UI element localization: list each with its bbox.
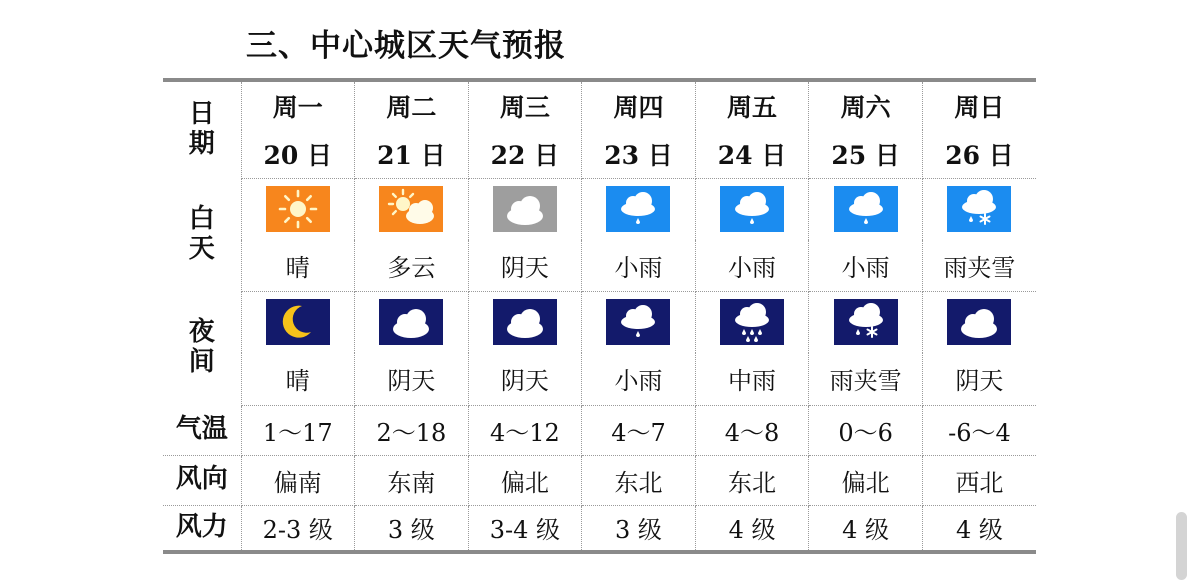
- wind-direction-label: 风向: [163, 455, 241, 505]
- weekday-cell: 周日: [922, 80, 1036, 130]
- weekday-cell: 周六: [809, 80, 923, 130]
- weather-cell: 阴天: [355, 353, 469, 405]
- wind-force-cell: 2-3 级: [241, 505, 355, 552]
- scrollbar-thumb[interactable]: [1176, 512, 1187, 580]
- sleet-icon: [947, 186, 1011, 232]
- weather-cell: 阴天: [468, 240, 582, 291]
- moderate-rain-icon: [720, 299, 784, 345]
- temperature-cell: -6～4: [922, 405, 1036, 455]
- day-icon-row: [163, 178, 1036, 240]
- weather-cell: 晴: [241, 353, 355, 405]
- cloud-icon: [493, 186, 557, 232]
- forecast-table: [163, 78, 1036, 554]
- wind-direction-cell: 东北: [582, 455, 696, 505]
- weather-cell: 小雨: [695, 240, 809, 291]
- partly-cloudy-icon: [379, 186, 443, 232]
- moon-icon: [266, 299, 330, 345]
- light-rain-icon: [606, 299, 670, 345]
- wind-force-cell: 3-4 级: [468, 505, 582, 552]
- weather-cell: 晴: [241, 240, 355, 291]
- weekday-cell: 周四: [582, 80, 696, 130]
- date-label: 日 期: [163, 80, 241, 178]
- temperature-cell: 4～7: [582, 405, 696, 455]
- date-cell: 23 日: [582, 130, 696, 178]
- weekday-row: [163, 80, 1036, 130]
- weekday-cell: 周二: [355, 80, 469, 130]
- date-cell: 22 日: [468, 130, 582, 178]
- temperature-cell: 4～8: [695, 405, 809, 455]
- wind-direction-cell: 偏北: [809, 455, 923, 505]
- weather-cell: 雨夹雪: [922, 240, 1036, 291]
- temperature-cell: 2～18: [355, 405, 469, 455]
- weather-cell: 阴天: [468, 353, 582, 405]
- wind-direction-cell: 东南: [355, 455, 469, 505]
- light-rain-icon: [834, 186, 898, 232]
- weather-cell: 小雨: [582, 240, 696, 291]
- light-rain-icon: [606, 186, 670, 232]
- weather-cell: 雨夹雪: [809, 353, 923, 405]
- weekday-cell: 周五: [695, 80, 809, 130]
- weekday-cell: 周一: [241, 80, 355, 130]
- wind-direction-cell: 偏南: [241, 455, 355, 505]
- wind-force-cell: 3 级: [582, 505, 696, 552]
- date-cell: 24 日: [695, 130, 809, 178]
- wind-direction-cell: 西北: [922, 455, 1036, 505]
- light-rain-icon: [720, 186, 784, 232]
- section-title: 三、中心城区天气预报: [246, 28, 566, 64]
- weather-cell: 阴天: [922, 353, 1036, 405]
- daytime-label: 白 天: [163, 178, 241, 291]
- wind-force-cell: 4 级: [695, 505, 809, 552]
- sun-icon: [266, 186, 330, 232]
- temperature-row: [163, 405, 1036, 455]
- wind-force-label: 风力: [163, 505, 241, 552]
- weather-cell: 小雨: [809, 240, 923, 291]
- wind-direction-row: [163, 455, 1036, 505]
- night-icon-row: [163, 291, 1036, 353]
- cloud-icon: [493, 299, 557, 345]
- sleet-icon: [834, 299, 898, 345]
- wind-force-cell: 4 级: [922, 505, 1036, 552]
- temperature-cell: 0～6: [809, 405, 923, 455]
- day-weather-row: [163, 240, 1036, 291]
- temperature-cell: 4～12: [468, 405, 582, 455]
- date-cell: 20 日: [241, 130, 355, 178]
- wind-force-cell: 3 级: [355, 505, 469, 552]
- night-weather-row: [163, 353, 1036, 405]
- wind-force-row: [163, 505, 1036, 552]
- cloud-icon: [379, 299, 443, 345]
- weather-cell: 小雨: [582, 353, 696, 405]
- date-cell: 26 日: [922, 130, 1036, 178]
- wind-force-cell: 4 级: [809, 505, 923, 552]
- temperature-cell: 1～17: [241, 405, 355, 455]
- wind-direction-cell: 偏北: [468, 455, 582, 505]
- date-row: [163, 130, 1036, 178]
- temperature-label: 气温: [163, 405, 241, 455]
- weather-cell: 多云: [355, 240, 469, 291]
- date-cell: 21 日: [355, 130, 469, 178]
- night-label: 夜 间: [163, 291, 241, 405]
- wind-direction-cell: 东北: [695, 455, 809, 505]
- weather-cell: 中雨: [695, 353, 809, 405]
- cloud-icon: [947, 299, 1011, 345]
- weekday-cell: 周三: [468, 80, 582, 130]
- date-cell: 25 日: [809, 130, 923, 178]
